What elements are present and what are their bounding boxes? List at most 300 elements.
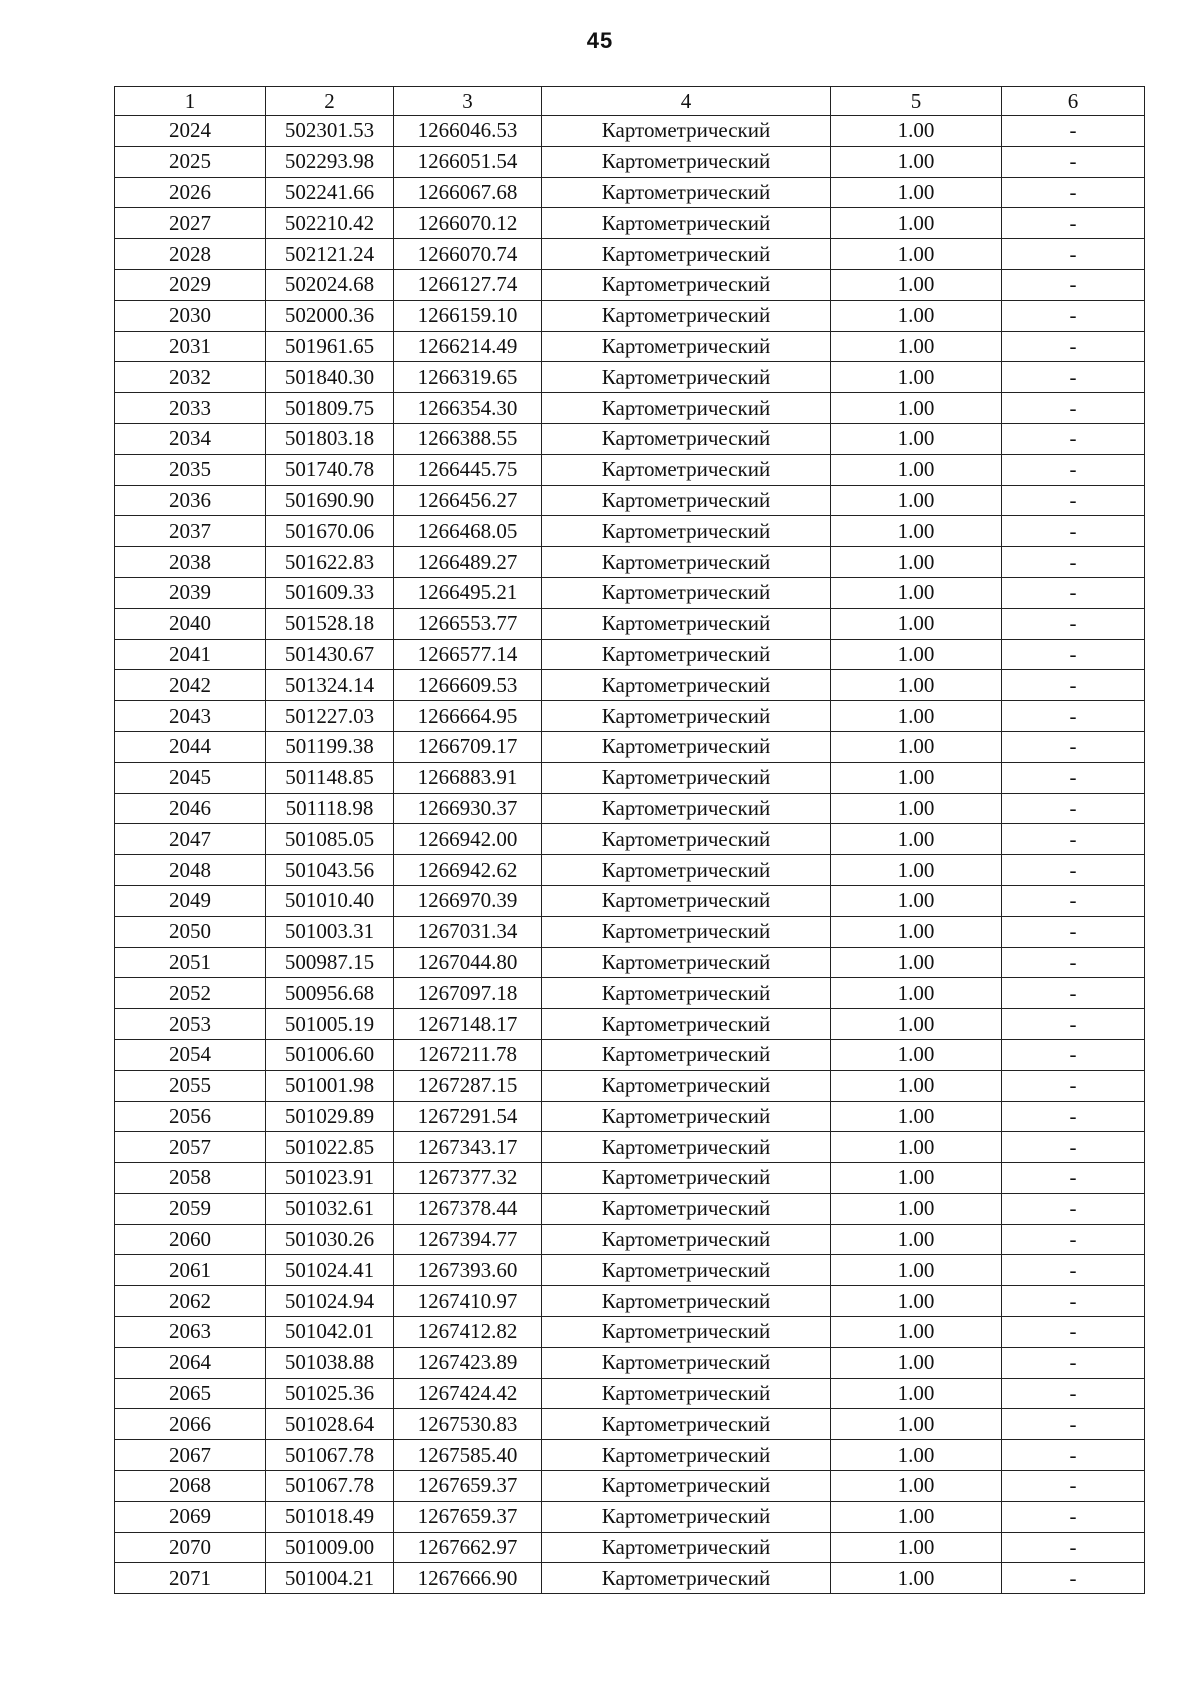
x-coordinate-cell: 501010.40 (266, 885, 394, 916)
method-cell: Картометрический (542, 701, 831, 732)
note-cell: - (1002, 731, 1145, 762)
note-cell: - (1002, 269, 1145, 300)
point-number-cell: 2061 (115, 1255, 266, 1286)
accuracy-cell: 1.00 (831, 208, 1002, 239)
y-coordinate-cell: 1267666.90 (394, 1563, 542, 1594)
y-coordinate-cell: 1266159.10 (394, 300, 542, 331)
x-coordinate-cell: 501001.98 (266, 1070, 394, 1101)
coordinates-table (114, 86, 1145, 1594)
note-cell: - (1002, 208, 1145, 239)
column-header-3: 3 (394, 87, 542, 116)
x-coordinate-cell: 501025.36 (266, 1378, 394, 1409)
method-cell: Картометрический (542, 1255, 831, 1286)
y-coordinate-cell: 1266046.53 (394, 116, 542, 147)
x-coordinate-cell: 501022.85 (266, 1132, 394, 1163)
method-cell: Картометрический (542, 1224, 831, 1255)
table-row (115, 731, 1145, 762)
x-coordinate-cell: 501528.18 (266, 608, 394, 639)
y-coordinate-cell: 1267031.34 (394, 916, 542, 947)
accuracy-cell: 1.00 (831, 454, 1002, 485)
accuracy-cell: 1.00 (831, 1409, 1002, 1440)
note-cell: - (1002, 608, 1145, 639)
note-cell: - (1002, 1471, 1145, 1502)
accuracy-cell: 1.00 (831, 639, 1002, 670)
accuracy-cell: 1.00 (831, 916, 1002, 947)
point-number-cell: 2033 (115, 393, 266, 424)
note-cell: - (1002, 1009, 1145, 1040)
column-header-5: 5 (831, 87, 1002, 116)
x-coordinate-cell: 502024.68 (266, 269, 394, 300)
method-cell: Картометрический (542, 1317, 831, 1348)
note-cell: - (1002, 1347, 1145, 1378)
accuracy-cell: 1.00 (831, 1101, 1002, 1132)
x-coordinate-cell: 501961.65 (266, 331, 394, 362)
note-cell: - (1002, 1070, 1145, 1101)
x-coordinate-cell: 501148.85 (266, 762, 394, 793)
table-row (115, 608, 1145, 639)
x-coordinate-cell: 501006.60 (266, 1039, 394, 1070)
y-coordinate-cell: 1267585.40 (394, 1440, 542, 1471)
accuracy-cell: 1.00 (831, 516, 1002, 547)
x-coordinate-cell: 501430.67 (266, 639, 394, 670)
method-cell: Картометрический (542, 639, 831, 670)
point-number-cell: 2055 (115, 1070, 266, 1101)
method-cell: Картометрический (542, 762, 831, 793)
point-number-cell: 2064 (115, 1347, 266, 1378)
table-row (115, 116, 1145, 147)
y-coordinate-cell: 1267410.97 (394, 1286, 542, 1317)
note-cell: - (1002, 947, 1145, 978)
x-coordinate-cell: 501690.90 (266, 485, 394, 516)
note-cell: - (1002, 701, 1145, 732)
note-cell: - (1002, 916, 1145, 947)
x-coordinate-cell: 501032.61 (266, 1193, 394, 1224)
method-cell: Картометрический (542, 577, 831, 608)
table-row (115, 1378, 1145, 1409)
x-coordinate-cell: 501670.06 (266, 516, 394, 547)
note-cell: - (1002, 362, 1145, 393)
point-number-cell: 2029 (115, 269, 266, 300)
point-number-cell: 2045 (115, 762, 266, 793)
method-cell: Картометрический (542, 978, 831, 1009)
point-number-cell: 2044 (115, 731, 266, 762)
x-coordinate-cell: 502121.24 (266, 239, 394, 270)
accuracy-cell: 1.00 (831, 1317, 1002, 1348)
accuracy-cell: 1.00 (831, 1440, 1002, 1471)
x-coordinate-cell: 501840.30 (266, 362, 394, 393)
accuracy-cell: 1.00 (831, 331, 1002, 362)
method-cell: Картометрический (542, 423, 831, 454)
y-coordinate-cell: 1266609.53 (394, 670, 542, 701)
method-cell: Картометрический (542, 393, 831, 424)
point-number-cell: 2047 (115, 824, 266, 855)
point-number-cell: 2032 (115, 362, 266, 393)
point-number-cell: 2048 (115, 855, 266, 886)
accuracy-cell: 1.00 (831, 577, 1002, 608)
table-row (115, 1009, 1145, 1040)
method-cell: Картометрический (542, 1532, 831, 1563)
y-coordinate-cell: 1267530.83 (394, 1409, 542, 1440)
point-number-cell: 2069 (115, 1501, 266, 1532)
table-row (115, 362, 1145, 393)
table-row (115, 762, 1145, 793)
note-cell: - (1002, 547, 1145, 578)
y-coordinate-cell: 1267659.37 (394, 1501, 542, 1532)
y-coordinate-cell: 1266577.14 (394, 639, 542, 670)
note-cell: - (1002, 485, 1145, 516)
method-cell: Картометрический (542, 1070, 831, 1101)
x-coordinate-cell: 501809.75 (266, 393, 394, 424)
note-cell: - (1002, 885, 1145, 916)
y-coordinate-cell: 1266930.37 (394, 793, 542, 824)
y-coordinate-cell: 1266070.74 (394, 239, 542, 270)
accuracy-cell: 1.00 (831, 885, 1002, 916)
table-row (115, 1101, 1145, 1132)
note-cell: - (1002, 1286, 1145, 1317)
table-row (115, 239, 1145, 270)
y-coordinate-cell: 1266489.27 (394, 547, 542, 578)
table-row (115, 1193, 1145, 1224)
method-cell: Картометрический (542, 670, 831, 701)
table-row (115, 1409, 1145, 1440)
note-cell: - (1002, 577, 1145, 608)
method-cell: Картометрический (542, 239, 831, 270)
note-cell: - (1002, 978, 1145, 1009)
x-coordinate-cell: 502301.53 (266, 116, 394, 147)
point-number-cell: 2046 (115, 793, 266, 824)
point-number-cell: 2036 (115, 485, 266, 516)
method-cell: Картометрический (542, 1039, 831, 1070)
table-row (115, 947, 1145, 978)
point-number-cell: 2070 (115, 1532, 266, 1563)
table-row (115, 146, 1145, 177)
accuracy-cell: 1.00 (831, 1132, 1002, 1163)
table-row (115, 577, 1145, 608)
accuracy-cell: 1.00 (831, 423, 1002, 454)
accuracy-cell: 1.00 (831, 239, 1002, 270)
method-cell: Картометрический (542, 208, 831, 239)
accuracy-cell: 1.00 (831, 947, 1002, 978)
x-coordinate-cell: 501024.41 (266, 1255, 394, 1286)
accuracy-cell: 1.00 (831, 146, 1002, 177)
y-coordinate-cell: 1266070.12 (394, 208, 542, 239)
accuracy-cell: 1.00 (831, 1224, 1002, 1255)
x-coordinate-cell: 501005.19 (266, 1009, 394, 1040)
x-coordinate-cell: 501038.88 (266, 1347, 394, 1378)
point-number-cell: 2039 (115, 577, 266, 608)
note-cell: - (1002, 1440, 1145, 1471)
x-coordinate-cell: 502210.42 (266, 208, 394, 239)
y-coordinate-cell: 1266214.49 (394, 331, 542, 362)
table-row (115, 1039, 1145, 1070)
accuracy-cell: 1.00 (831, 824, 1002, 855)
note-cell: - (1002, 423, 1145, 454)
accuracy-cell: 1.00 (831, 793, 1002, 824)
point-number-cell: 2049 (115, 885, 266, 916)
note-cell: - (1002, 239, 1145, 270)
accuracy-cell: 1.00 (831, 670, 1002, 701)
point-number-cell: 2035 (115, 454, 266, 485)
method-cell: Картометрический (542, 824, 831, 855)
y-coordinate-cell: 1266942.00 (394, 824, 542, 855)
note-cell: - (1002, 1132, 1145, 1163)
method-cell: Картометрический (542, 146, 831, 177)
table-body (115, 116, 1145, 1594)
method-cell: Картометрический (542, 177, 831, 208)
y-coordinate-cell: 1266051.54 (394, 146, 542, 177)
note-cell: - (1002, 1193, 1145, 1224)
table-row (115, 485, 1145, 516)
y-coordinate-cell: 1267662.97 (394, 1532, 542, 1563)
method-cell: Картометрический (542, 1563, 831, 1594)
accuracy-cell: 1.00 (831, 1471, 1002, 1502)
y-coordinate-cell: 1266388.55 (394, 423, 542, 454)
method-cell: Картометрический (542, 855, 831, 886)
point-number-cell: 2065 (115, 1378, 266, 1409)
x-coordinate-cell: 501030.26 (266, 1224, 394, 1255)
x-coordinate-cell: 501199.38 (266, 731, 394, 762)
method-cell: Картометрический (542, 1193, 831, 1224)
table-row (115, 639, 1145, 670)
note-cell: - (1002, 146, 1145, 177)
method-cell: Картометрический (542, 608, 831, 639)
point-number-cell: 2042 (115, 670, 266, 701)
table-row (115, 269, 1145, 300)
point-number-cell: 2038 (115, 547, 266, 578)
y-coordinate-cell: 1266495.21 (394, 577, 542, 608)
x-coordinate-cell: 501118.98 (266, 793, 394, 824)
table-row (115, 393, 1145, 424)
method-cell: Картометрический (542, 1286, 831, 1317)
y-coordinate-cell: 1266067.68 (394, 177, 542, 208)
table-row (115, 331, 1145, 362)
table-row (115, 1286, 1145, 1317)
table-row (115, 1471, 1145, 1502)
note-cell: - (1002, 1563, 1145, 1594)
point-number-cell: 2052 (115, 978, 266, 1009)
accuracy-cell: 1.00 (831, 1255, 1002, 1286)
y-coordinate-cell: 1266664.95 (394, 701, 542, 732)
accuracy-cell: 1.00 (831, 393, 1002, 424)
method-cell: Картометрический (542, 1132, 831, 1163)
method-cell: Картометрический (542, 547, 831, 578)
y-coordinate-cell: 1267424.42 (394, 1378, 542, 1409)
point-number-cell: 2063 (115, 1317, 266, 1348)
y-coordinate-cell: 1266127.74 (394, 269, 542, 300)
x-coordinate-cell: 501028.64 (266, 1409, 394, 1440)
method-cell: Картометрический (542, 454, 831, 485)
y-coordinate-cell: 1266553.77 (394, 608, 542, 639)
note-cell: - (1002, 1039, 1145, 1070)
x-coordinate-cell: 501067.78 (266, 1440, 394, 1471)
table-row (115, 916, 1145, 947)
x-coordinate-cell: 501324.14 (266, 670, 394, 701)
y-coordinate-cell: 1266468.05 (394, 516, 542, 547)
table-header-row (115, 87, 1145, 116)
accuracy-cell: 1.00 (831, 116, 1002, 147)
accuracy-cell: 1.00 (831, 978, 1002, 1009)
table-row (115, 177, 1145, 208)
note-cell: - (1002, 1317, 1145, 1348)
point-number-cell: 2059 (115, 1193, 266, 1224)
method-cell: Картометрический (542, 1163, 831, 1194)
y-coordinate-cell: 1267211.78 (394, 1039, 542, 1070)
y-coordinate-cell: 1266883.91 (394, 762, 542, 793)
method-cell: Картометрический (542, 516, 831, 547)
accuracy-cell: 1.00 (831, 1501, 1002, 1532)
x-coordinate-cell: 502000.36 (266, 300, 394, 331)
y-coordinate-cell: 1267394.77 (394, 1224, 542, 1255)
y-coordinate-cell: 1267393.60 (394, 1255, 542, 1286)
method-cell: Картометрический (542, 1440, 831, 1471)
method-cell: Картометрический (542, 1471, 831, 1502)
method-cell: Картометрический (542, 116, 831, 147)
x-coordinate-cell: 501043.56 (266, 855, 394, 886)
point-number-cell: 2053 (115, 1009, 266, 1040)
point-number-cell: 2041 (115, 639, 266, 670)
y-coordinate-cell: 1267044.80 (394, 947, 542, 978)
accuracy-cell: 1.00 (831, 177, 1002, 208)
note-cell: - (1002, 1224, 1145, 1255)
table-row (115, 1070, 1145, 1101)
table-row (115, 824, 1145, 855)
y-coordinate-cell: 1267412.82 (394, 1317, 542, 1348)
accuracy-cell: 1.00 (831, 1039, 1002, 1070)
x-coordinate-cell: 501029.89 (266, 1101, 394, 1132)
note-cell: - (1002, 762, 1145, 793)
method-cell: Картометрический (542, 731, 831, 762)
point-number-cell: 2028 (115, 239, 266, 270)
y-coordinate-cell: 1266709.17 (394, 731, 542, 762)
y-coordinate-cell: 1267659.37 (394, 1471, 542, 1502)
point-number-cell: 2030 (115, 300, 266, 331)
table-row (115, 1163, 1145, 1194)
accuracy-cell: 1.00 (831, 608, 1002, 639)
table-row (115, 1440, 1145, 1471)
point-number-cell: 2067 (115, 1440, 266, 1471)
note-cell: - (1002, 793, 1145, 824)
y-coordinate-cell: 1266354.30 (394, 393, 542, 424)
x-coordinate-cell: 501609.33 (266, 577, 394, 608)
table-row (115, 1347, 1145, 1378)
x-coordinate-cell: 501003.31 (266, 916, 394, 947)
x-coordinate-cell: 501009.00 (266, 1532, 394, 1563)
table-row (115, 1563, 1145, 1594)
accuracy-cell: 1.00 (831, 485, 1002, 516)
note-cell: - (1002, 331, 1145, 362)
note-cell: - (1002, 454, 1145, 485)
accuracy-cell: 1.00 (831, 362, 1002, 393)
method-cell: Картометрический (542, 793, 831, 824)
point-number-cell: 2060 (115, 1224, 266, 1255)
accuracy-cell: 1.00 (831, 1009, 1002, 1040)
accuracy-cell: 1.00 (831, 1347, 1002, 1378)
x-coordinate-cell: 501740.78 (266, 454, 394, 485)
point-number-cell: 2026 (115, 177, 266, 208)
table-row (115, 793, 1145, 824)
note-cell: - (1002, 393, 1145, 424)
x-coordinate-cell: 501227.03 (266, 701, 394, 732)
point-number-cell: 2050 (115, 916, 266, 947)
y-coordinate-cell: 1267097.18 (394, 978, 542, 1009)
note-cell: - (1002, 1501, 1145, 1532)
note-cell: - (1002, 116, 1145, 147)
point-number-cell: 2057 (115, 1132, 266, 1163)
column-header-2: 2 (266, 87, 394, 116)
accuracy-cell: 1.00 (831, 1563, 1002, 1594)
point-number-cell: 2068 (115, 1471, 266, 1502)
x-coordinate-cell: 501067.78 (266, 1471, 394, 1502)
x-coordinate-cell: 501622.83 (266, 547, 394, 578)
table-row (115, 1132, 1145, 1163)
method-cell: Картометрический (542, 1378, 831, 1409)
method-cell: Картометрический (542, 331, 831, 362)
point-number-cell: 2034 (115, 423, 266, 454)
method-cell: Картометрический (542, 885, 831, 916)
x-coordinate-cell: 502293.98 (266, 146, 394, 177)
table-row (115, 1255, 1145, 1286)
x-coordinate-cell: 501018.49 (266, 1501, 394, 1532)
note-cell: - (1002, 670, 1145, 701)
x-coordinate-cell: 501803.18 (266, 423, 394, 454)
method-cell: Картометрический (542, 1347, 831, 1378)
method-cell: Картометрический (542, 916, 831, 947)
y-coordinate-cell: 1266456.27 (394, 485, 542, 516)
accuracy-cell: 1.00 (831, 1193, 1002, 1224)
x-coordinate-cell: 501004.21 (266, 1563, 394, 1594)
table-row (115, 208, 1145, 239)
x-coordinate-cell: 501024.94 (266, 1286, 394, 1317)
accuracy-cell: 1.00 (831, 701, 1002, 732)
accuracy-cell: 1.00 (831, 1286, 1002, 1317)
x-coordinate-cell: 501085.05 (266, 824, 394, 855)
point-number-cell: 2066 (115, 1409, 266, 1440)
accuracy-cell: 1.00 (831, 1532, 1002, 1563)
note-cell: - (1002, 516, 1145, 547)
note-cell: - (1002, 824, 1145, 855)
point-number-cell: 2040 (115, 608, 266, 639)
method-cell: Картометрический (542, 300, 831, 331)
y-coordinate-cell: 1267377.32 (394, 1163, 542, 1194)
point-number-cell: 2027 (115, 208, 266, 239)
note-cell: - (1002, 1255, 1145, 1286)
point-number-cell: 2054 (115, 1039, 266, 1070)
accuracy-cell: 1.00 (831, 269, 1002, 300)
accuracy-cell: 1.00 (831, 731, 1002, 762)
column-header-6: 6 (1002, 87, 1145, 116)
method-cell: Картометрический (542, 362, 831, 393)
y-coordinate-cell: 1267148.17 (394, 1009, 542, 1040)
page-number: 45 (586, 28, 614, 53)
note-cell: - (1002, 1101, 1145, 1132)
y-coordinate-cell: 1267378.44 (394, 1193, 542, 1224)
table-row (115, 1532, 1145, 1563)
method-cell: Картометрический (542, 1101, 831, 1132)
y-coordinate-cell: 1267291.54 (394, 1101, 542, 1132)
point-number-cell: 2031 (115, 331, 266, 362)
note-cell: - (1002, 300, 1145, 331)
note-cell: - (1002, 855, 1145, 886)
table-row (115, 1317, 1145, 1348)
method-cell: Картометрический (542, 1409, 831, 1440)
method-cell: Картометрический (542, 947, 831, 978)
note-cell: - (1002, 1409, 1145, 1440)
x-coordinate-cell: 500956.68 (266, 978, 394, 1009)
table-row (115, 1501, 1145, 1532)
note-cell: - (1002, 1378, 1145, 1409)
accuracy-cell: 1.00 (831, 762, 1002, 793)
accuracy-cell: 1.00 (831, 547, 1002, 578)
